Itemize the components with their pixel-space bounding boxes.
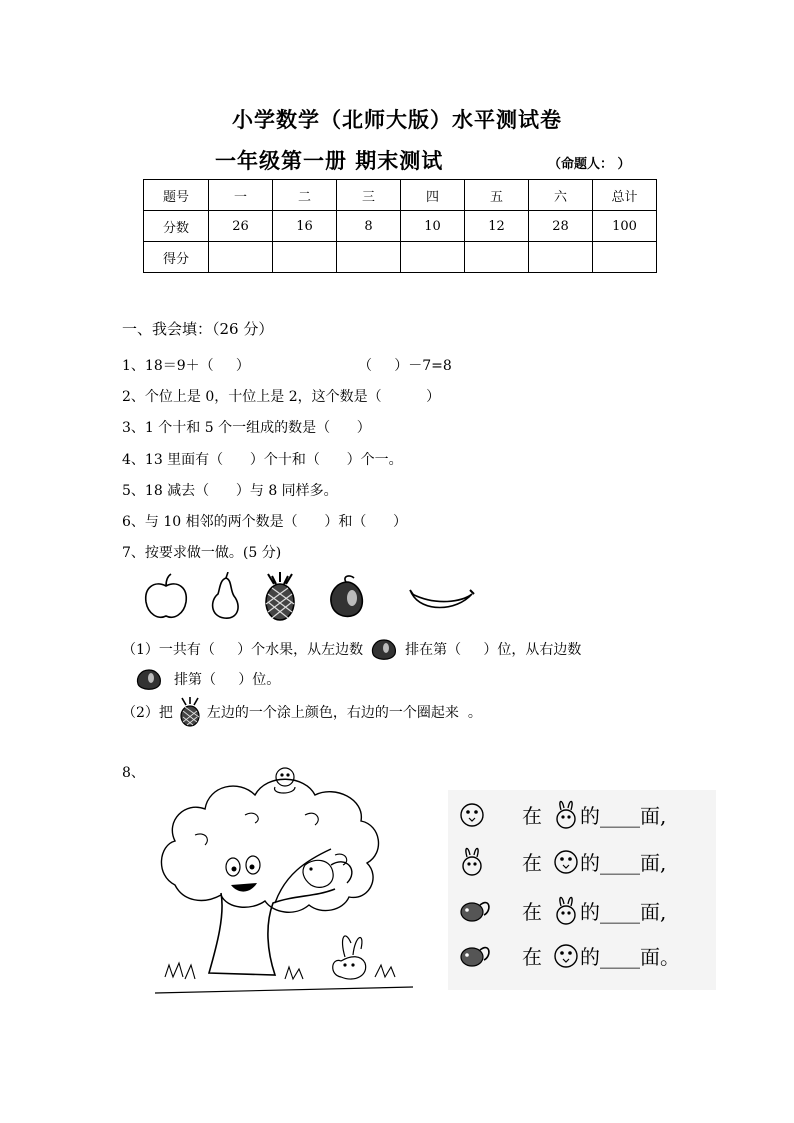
table-cell: 题号 bbox=[144, 180, 209, 211]
banana-icon bbox=[410, 590, 474, 608]
apple-icon bbox=[146, 574, 187, 617]
score-input-cell[interactable] bbox=[401, 242, 465, 273]
question-7: 7、按要求做一做。(5 分) bbox=[122, 545, 282, 561]
question-6: 6、与 10 相邻的两个数是（ ）和（ ） bbox=[122, 514, 408, 530]
table-cell: 二 bbox=[273, 180, 337, 211]
table-row bbox=[144, 242, 657, 273]
pineapple-icon bbox=[177, 697, 203, 727]
score-input-cell[interactable] bbox=[209, 242, 273, 273]
table-cell: 8 bbox=[337, 211, 401, 242]
page-subtitle: 一年级第一册 期末测试 bbox=[215, 148, 444, 173]
q8-row-1 bbox=[458, 798, 666, 830]
question-7-1-part-b: 排在第（ ）位，从右边数 bbox=[405, 642, 582, 658]
q8-row-4 bbox=[458, 940, 680, 970]
question-7-2-part-b: 左边的一个涂上颜色，右边的一个圈起来 。 bbox=[206, 705, 482, 721]
table-cell: 100 bbox=[593, 211, 657, 242]
chick-icon bbox=[458, 799, 486, 829]
page-title: 小学数学（北师大版）水平测试卷 bbox=[232, 107, 562, 132]
peach-icon bbox=[369, 636, 399, 662]
section-heading: 一、我会填：（26 分） bbox=[122, 320, 274, 338]
table-cell: 总计 bbox=[593, 180, 657, 211]
table-cell: 26 bbox=[209, 211, 273, 242]
q8-row-3 bbox=[458, 894, 666, 926]
answer-blank[interactable]: 的____面, bbox=[580, 803, 667, 828]
q8-answer-panel bbox=[448, 790, 716, 990]
answer-blank[interactable]: 的____面, bbox=[580, 850, 667, 875]
table-cell: 28 bbox=[529, 211, 593, 242]
table-cell: 六 bbox=[529, 180, 593, 211]
question-7-1-part-a: （1）一共有（ ）个水果，从左边数 bbox=[122, 642, 364, 658]
word-zai: 在 bbox=[522, 899, 542, 924]
rabbit-icon bbox=[552, 798, 580, 830]
table-cell: 五 bbox=[465, 180, 529, 211]
question-7-2-part-a: （2）把 bbox=[122, 705, 173, 721]
question-7-1 bbox=[122, 636, 581, 662]
question-3: 3、1 个十和 5 个一组成的数是（ ） bbox=[122, 420, 371, 436]
table-cell: 16 bbox=[273, 211, 337, 242]
question-7-1-part-c: 排第（ ）位。 bbox=[174, 672, 281, 688]
question-7-2 bbox=[122, 697, 482, 727]
score-table bbox=[143, 179, 657, 273]
score-input-cell[interactable] bbox=[465, 242, 529, 273]
peach-icon bbox=[134, 666, 164, 692]
table-row bbox=[144, 211, 657, 242]
rabbit-icon bbox=[458, 845, 486, 877]
score-input-cell[interactable] bbox=[273, 242, 337, 273]
table-cell: 10 bbox=[401, 211, 465, 242]
peach-icon bbox=[331, 576, 362, 616]
table-cell: 一 bbox=[209, 180, 273, 211]
rabbit-icon bbox=[552, 894, 580, 926]
squirrel-icon bbox=[458, 895, 492, 925]
q8-row-2 bbox=[458, 845, 666, 877]
question-1b: （ ）－7=8 bbox=[358, 358, 452, 374]
fruit-row bbox=[140, 572, 480, 622]
word-zai: 在 bbox=[522, 803, 542, 828]
question-7-1-cont bbox=[134, 666, 280, 692]
pear-icon bbox=[213, 572, 238, 618]
chick-icon bbox=[552, 940, 580, 970]
answer-blank[interactable]: 的____面, bbox=[580, 899, 667, 924]
author-label: （命题人： ） bbox=[548, 157, 631, 172]
score-input-cell[interactable] bbox=[337, 242, 401, 273]
score-input-cell[interactable] bbox=[529, 242, 593, 273]
table-cell: 分数 bbox=[144, 211, 209, 242]
tree-illustration bbox=[155, 765, 415, 1000]
question-4: 4、13 里面有（ ）个十和（ ）个一。 bbox=[122, 452, 403, 468]
answer-blank[interactable]: 的____面。 bbox=[580, 944, 680, 969]
question-2: 2、个位上是 0，十位上是 2，这个数是（ ） bbox=[122, 389, 441, 405]
table-cell: 得分 bbox=[144, 242, 209, 273]
question-8: 8、 bbox=[122, 765, 145, 781]
word-zai: 在 bbox=[522, 850, 542, 875]
table-row bbox=[144, 180, 657, 211]
word-zai: 在 bbox=[522, 944, 542, 969]
table-cell: 12 bbox=[465, 211, 529, 242]
question-5: 5、18 减去（ ）与 8 同样多。 bbox=[122, 483, 338, 499]
squirrel-icon bbox=[458, 940, 492, 970]
table-cell: 三 bbox=[337, 180, 401, 211]
score-input-cell[interactable] bbox=[593, 242, 657, 273]
table-cell: 四 bbox=[401, 180, 465, 211]
pineapple-icon bbox=[266, 572, 294, 620]
chick-icon bbox=[552, 846, 580, 876]
question-1a: 1、18＝9＋（ ） bbox=[122, 358, 250, 374]
